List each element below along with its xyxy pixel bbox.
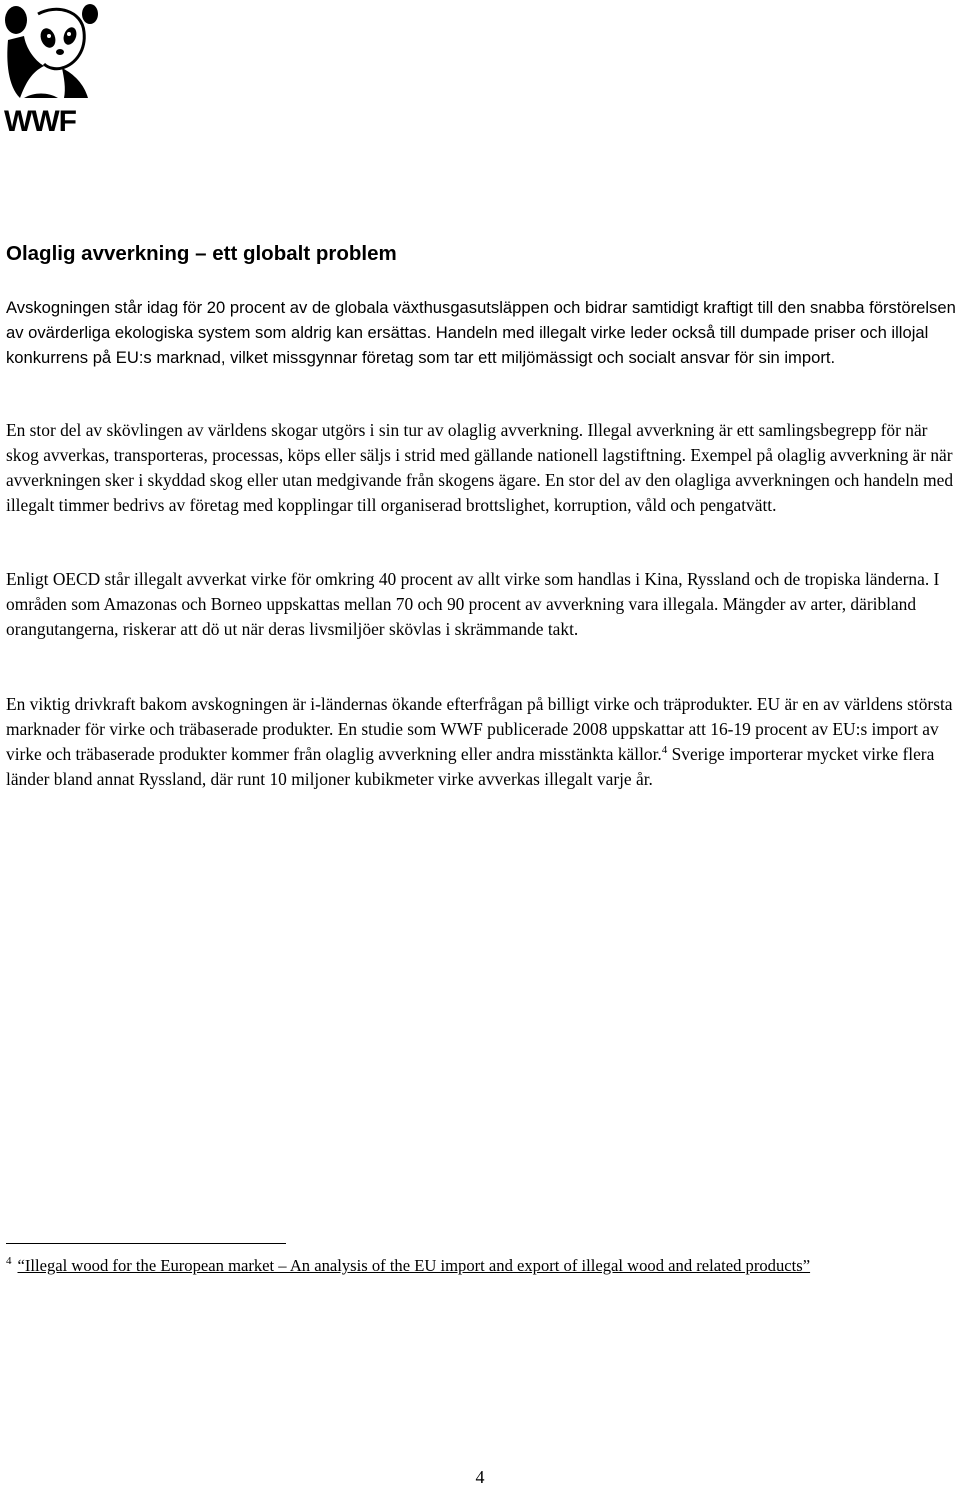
paragraph-4 <box>6 692 958 792</box>
page-title: Olaglig avverkning – ett globalt problem <box>6 242 397 265</box>
paragraph-2: En stor del av skövlingen av världens skogar utgörs i sin tur av olaglig avverkning. Illegal avverkning är ett samlingsbegrepp för när skog avverkas, transporteras, processas, köps eller säljs i strid med gällande nationell lagstiftning. Exempel på olaglig avverkning är när avverkningen sker i skyddad skog eller utan medgivande från skogens ägare. En stor del av den olagliga avverkningen och handeln med illegalt timmer bedrivs av företag med kopplingar till organiserad brottslighet, korruption, våld och pengatvätt. <box>6 420 954 515</box>
paragraph-3: Enligt OECD står illegalt avverkat virke för omkring 40 procent av allt virke som handlas i Kina, Ryssland och de tropiska länderna. I områden som Amazonas och Borneo uppskattas mellan 70 och 90 procent av avverkning vara illegala. Mängder av arter, däribland orangutangerna, riskerar att dö ut när deras livsmiljöer skövlas i skrämmande takt. <box>6 569 940 639</box>
paragraph-1: Avskogningen står idag för 20 procent av de globala växthusgasutsläppen och bidrar samtidigt kraftigt till den snabba förstörelsen av ovärderliga ekologiska system som aldrig kan ersättas. Handeln med illegalt virke leder också till dumpade priser och illojal konkurrens på EU:s marknad, vilket missgynnar företag som tar ett miljömässigt och socialt ansvar för sin import. <box>6 298 956 367</box>
wwf-logo <box>4 0 100 140</box>
footnote-reference[interactable]: 4 <box>661 744 668 756</box>
footnote <box>6 1254 906 1277</box>
paragraph-4-text-b: Sverige importerar mycket virke flera länder bland annat Ryssland, där runt 10 miljoner kubikmeter virke avverkas illegalt varje år. <box>6 744 935 789</box>
footnote-link[interactable]: “Illegal wood for the European market – An analysis of the EU import and export of illegal wood and related products” <box>17 1256 811 1275</box>
paragraph-4-text-a: En viktig drivkraft bakom avskogningen är i-ländernas ökande efterfrågan på billigt virke och träprodukter. EU är en av världens största marknader för virke och träbaserade produkter. En studie som WWF publicerade 2008 uppskattar att 16-19 procent av EU:s import av virke och träbaserade produkter kommer från olaglig avverkning eller andra misstänkta källor. <box>6 694 953 764</box>
wwf-logo-text: WWF <box>4 105 76 138</box>
page-number: 4 <box>475 1467 485 1487</box>
footnote-divider <box>6 1243 286 1244</box>
footnote-number: 4 <box>6 1255 12 1267</box>
